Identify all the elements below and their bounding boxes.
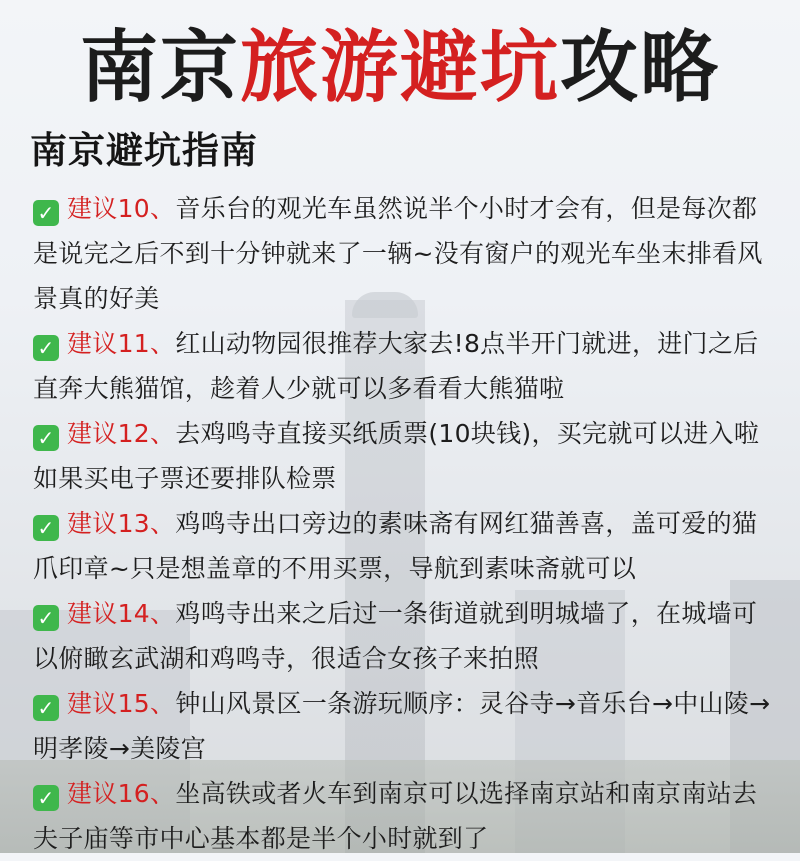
title-guide: 攻略 <box>560 23 721 113</box>
tip-separator: 、 <box>150 194 176 223</box>
tip-number: 建议11 <box>67 329 151 358</box>
section-heading: 南京避坑指南 <box>30 129 258 172</box>
tip-number: 建议13 <box>67 509 151 538</box>
tip-separator: 、 <box>150 689 176 718</box>
tip-text: 坐高铁或者火车到南京可以选择南京站和南京南站去夫子庙等市中心基本都是半个小时就到了 <box>33 779 758 853</box>
title-highlight: 旅游避坑 <box>239 23 560 113</box>
check-icon: ✓ <box>33 335 59 361</box>
tip-number: 建议14 <box>67 599 151 628</box>
check-icon: ✓ <box>33 785 59 811</box>
tip-text: 钟山风景区一条游玩顺序：灵谷寺→音乐台→中山陵→明孝陵→美陵宫 <box>33 689 771 763</box>
tip-separator: 、 <box>150 419 176 448</box>
tip-number: 建议15 <box>67 689 151 718</box>
tip-item <box>33 411 771 501</box>
tip-separator: 、 <box>150 329 176 358</box>
tip-separator: 、 <box>150 779 176 808</box>
tip-number: 建议10 <box>67 194 151 223</box>
tip-number: 建议16 <box>67 779 151 808</box>
tip-text: 去鸡鸣寺直接买纸质票(10块钱)，买完就可以进入啦如果买电子票还要排队检票 <box>33 419 760 493</box>
check-icon: ✓ <box>33 515 59 541</box>
tips-list <box>33 186 771 861</box>
tip-number: 建议12 <box>67 419 151 448</box>
poster-title <box>0 20 800 116</box>
check-icon: ✓ <box>33 425 59 451</box>
tip-text: 鸡鸣寺出来之后过一条街道就到明城墙了，在城墙可以俯瞰玄武湖和鸡鸣寺，很适合女孩子来拍照 <box>33 599 758 673</box>
tip-item <box>33 501 771 591</box>
title-city: 南京 <box>79 23 240 113</box>
tip-text: 红山动物园很推荐大家去!8点半开门就进，进门之后直奔大熊猫馆，趁着人少就可以多看看大熊猫啦 <box>33 329 759 403</box>
tip-item <box>33 771 771 861</box>
tip-text: 鸡鸣寺出口旁边的素味斋有网红猫善喜，盖可爱的猫爪印章~只是想盖章的不用买票，导航到素味斋就可以 <box>33 509 758 583</box>
tip-separator: 、 <box>150 509 176 538</box>
tip-item <box>33 186 771 321</box>
check-icon: ✓ <box>33 200 59 226</box>
check-icon: ✓ <box>33 605 59 631</box>
tip-text: 音乐台的观光车虽然说半个小时才会有，但是每次都是说完之后不到十分钟就来了一辆~没有窗户的观光车坐末排看风景真的好美 <box>33 194 763 313</box>
tip-separator: 、 <box>150 599 176 628</box>
tip-item <box>33 591 771 681</box>
tip-item <box>33 681 771 771</box>
check-icon: ✓ <box>33 695 59 721</box>
tip-item <box>33 321 771 411</box>
